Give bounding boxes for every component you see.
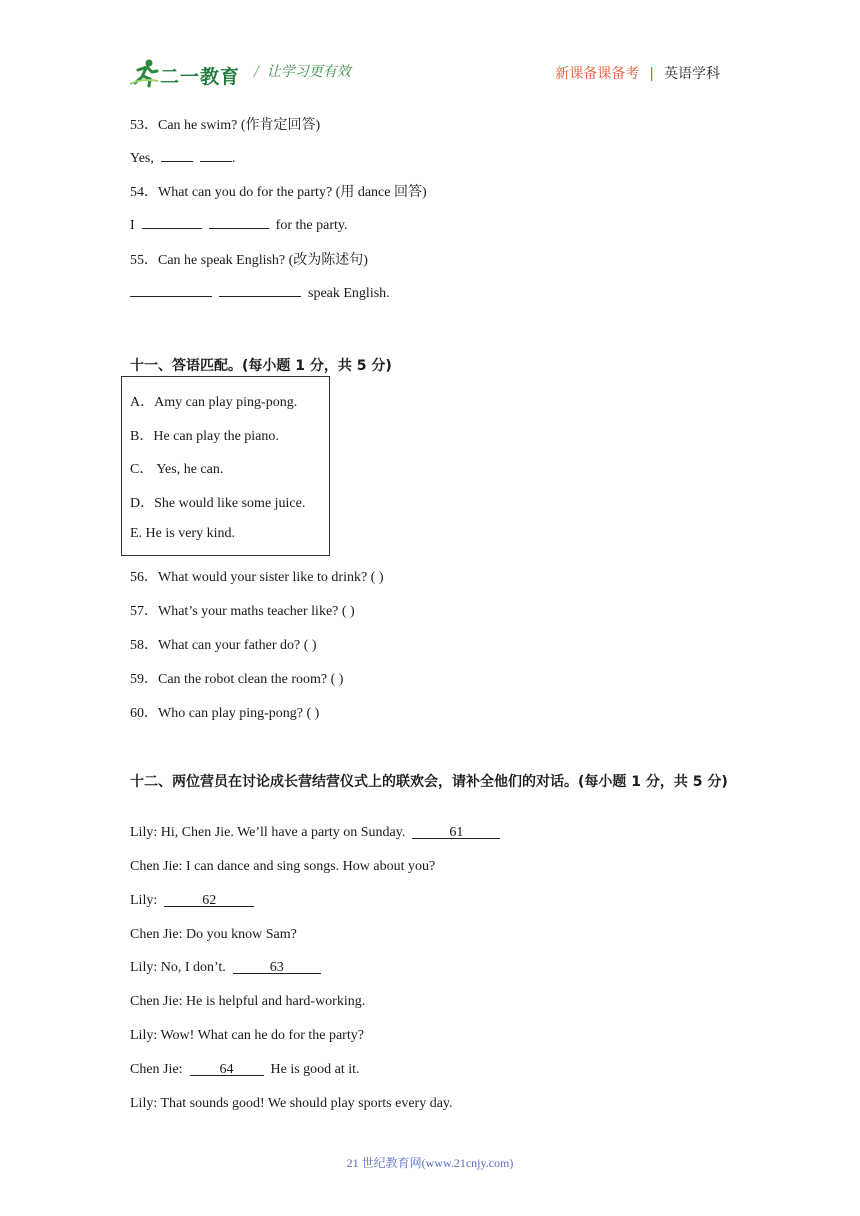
blank-64[interactable]: 64 xyxy=(190,1062,264,1076)
question-58: 58．What can your father do? ( ) xyxy=(130,638,317,653)
section-12-title: 十二、两位营员在讨论成长营结营仪式上的联欢会，请补全他们的对话。(每小题 1 分，共 5 分) xyxy=(130,774,728,790)
dialog-line-8 xyxy=(130,1062,360,1078)
option-b: B．He can play the piano. xyxy=(130,429,279,444)
logo xyxy=(130,58,240,88)
answer-blank[interactable] xyxy=(209,215,269,229)
page-footer: 21 世纪教育网(www.21cnjy.com) xyxy=(346,1156,514,1170)
dialog-text: Lily: xyxy=(130,893,158,908)
question-59: 59．Can the robot clean the room? ( ) xyxy=(130,672,344,687)
answer-blank[interactable] xyxy=(161,148,193,162)
answer-55-suffix: speak English. xyxy=(308,286,390,301)
answer-blank[interactable] xyxy=(142,215,202,229)
section-11-title: 十一、答语匹配。(每小题 1 分，共 5 分) xyxy=(130,358,392,374)
question-55: 55．Can he speak English? (改为陈述句) xyxy=(130,253,368,268)
dialog-line-9: Lily: That sounds good! We should play sports every day. xyxy=(130,1096,453,1111)
dialog-text: He is good at it. xyxy=(270,1062,360,1077)
dialog-text: Lily: No, I don’t. xyxy=(130,960,226,975)
dialog-line-3 xyxy=(130,893,254,909)
runner-logo-icon xyxy=(130,58,160,88)
options-box xyxy=(121,376,330,556)
question-53: 53．Can he swim? (作肯定回答) xyxy=(130,118,321,133)
dialog-line-2: Chen Jie: I can dance and sing songs. How about you? xyxy=(130,859,436,874)
option-c: C． Yes, he can. xyxy=(130,462,224,477)
blank-62[interactable]: 62 xyxy=(164,893,254,907)
option-d: D．She would like some juice. xyxy=(130,496,306,511)
answer-blank[interactable] xyxy=(200,148,232,162)
answer-blank[interactable] xyxy=(130,283,212,297)
answer-53: Yes, . xyxy=(130,148,235,167)
dialog-line-6: Chen Jie: He is helpful and hard-working. xyxy=(130,994,366,1009)
dialog-line-7: Lily: Wow! What can he do for the party? xyxy=(130,1028,364,1043)
answer-54 xyxy=(130,215,347,234)
option-e: E. He is very kind. xyxy=(130,526,235,541)
subject-tag xyxy=(555,63,720,83)
tag-right: 英语学科 xyxy=(664,66,720,82)
blank-61[interactable]: 61 xyxy=(412,825,500,839)
answer-54-prefix: I xyxy=(130,218,135,233)
page-header xyxy=(130,52,730,92)
question-54: 54．What can you do for the party? (用 dance 回答) xyxy=(130,185,427,200)
tag-left: 新课备课备考 xyxy=(555,66,640,82)
slogan xyxy=(254,61,351,81)
answer-54-suffix: for the party. xyxy=(275,218,348,233)
dialog-line-1 xyxy=(130,825,500,841)
question-57: 57．What’s your maths teacher like? ( ) xyxy=(130,604,355,619)
answer-53-prefix: Yes, xyxy=(130,151,154,166)
dialog-text: Chen Jie: xyxy=(130,1062,183,1077)
slogan-text: 让学习更有效 xyxy=(266,64,351,80)
tag-separator: | xyxy=(649,66,654,82)
blank-63[interactable]: 63 xyxy=(233,960,321,974)
answer-blank[interactable] xyxy=(219,283,301,297)
slash-divider: / xyxy=(254,64,259,80)
question-60: 60．Who can play ping-pong? ( ) xyxy=(130,706,320,721)
dialog-line-4: Chen Jie: Do you know Sam? xyxy=(130,927,297,942)
dialog-line-5 xyxy=(130,960,321,976)
dialog-text: Lily: Hi, Chen Jie. We’ll have a party on Sunday. xyxy=(130,825,406,840)
logo-text: 二一教育 xyxy=(160,67,241,88)
question-56: 56．What would your sister like to drink? ( ) xyxy=(130,570,384,585)
option-a: A．Amy can play ping-pong. xyxy=(130,395,298,410)
answer-55 xyxy=(130,283,390,302)
